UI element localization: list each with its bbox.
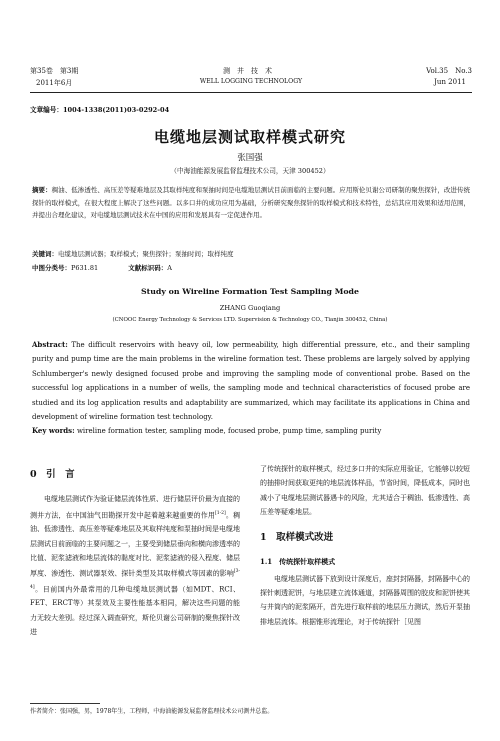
section-0-heading: 0 引 言 [30, 469, 75, 480]
keywords-text: 电缆地层测试器；取样模式；聚焦探针；泵抽时间；取样纯度 [58, 250, 234, 258]
english-title: Study on Wireline Formation Test Sampling Mode [141, 287, 359, 296]
class-label: 中图分类号： [32, 264, 71, 272]
volume-en: Vol.35 No.3 [426, 67, 472, 75]
abstract-label: 摘要： [32, 186, 52, 194]
volume-issue: 第35卷 第3期 [30, 67, 79, 75]
running-header [30, 66, 472, 94]
class-value: P631.81 [71, 264, 99, 272]
abstract-text: 稠油、低渗透性、高压差等疑难地层及其取样纯度和泵抽时间是电缆地层测试目前面临的主要问题。应用斯伦贝谢公司研制的聚焦探针，改进传统探针的取样模式，在很大程度上解决了这些问题。以多口井的成功应用为基础，分析研究聚焦探针的取样模式和技术特性，总结其应用效果和适用范围，并提出合理化建议，对电缆地层测试技术在中国的应用和发展具有一定促进作用。 [32, 186, 471, 220]
english-affiliation: (CNOOC Energy Technology & Services LTD. Supervision & Technology CO., Tianjin 300452, China) [112, 317, 388, 323]
section-1-1-heading: 1.1 传统探针取样模式 [260, 557, 336, 567]
english-abstract-label: Abstract: [32, 340, 68, 349]
intro-continued: 了传统探针的取样模式，经过多口井的实际应用验证，它能够以较短的抽排时间获取更纯的地层流体样品，节省时间，降低成本，同时也减小了电缆地层测试器遇卡的风险，尤其适合于稠油、低渗透性、高压差等疑难地层。 [260, 465, 470, 516]
intro-paragraph: 电缆地层测试作为验证储层流体性质、进行储层评价最为直接的测井方法，在中国油气田勘探开发中起着越来越重要的作用[1-2]。稠油、低渗透性、高压差等疑难地层及其取样纯度和泵抽时间是电缆地层测试目前面临的主要问题之一，主要受到储层垂向和横向渗透率的比值、泥浆滤液和地层流体的黏度对比、泥浆滤液的侵入程度、储层厚度、渗透性、测试器泵效、探针类型及其取样模式等因素的影响[3-4]。目前国内外最常用的几种电缆地层测试器（如MDT、RCI、FET、ERCT等）其泵效及主要性能基本相同，解决这些问题的能力无较大差别。经过深入调查研究，斯伦贝谢公司研制的聚焦探针改进 [30, 495, 241, 636]
english-abstract [32, 338, 470, 424]
section-1-1-paragraph: 电缆地层测试器下放到设计深度后，座封封隔器，封隔器中心的探针刺透泥饼，与地层建立流体通道，封隔器周围的胶皮和泥饼使其与井筒内的泥浆隔开，首先进行取样前的地层压力测试，然后开泵抽排地层流体。根据锥形流理论，对于传统探针［见图 [260, 574, 470, 626]
author-name: 张国强 [237, 153, 263, 163]
doc-code-value: A [167, 264, 172, 272]
citation-3-4: [3-4] [30, 569, 240, 590]
journal-name-en: WELL LOGGING TECHNOLOGY [199, 78, 303, 85]
citation-1-2: [1-2] [215, 510, 226, 516]
footnote-rule [30, 703, 100, 704]
date-en: Jun 2011 [434, 78, 466, 86]
english-author: ZHANG Guoqiang [219, 304, 281, 312]
doc-code-label: 文献标识码： [128, 264, 168, 272]
author-affiliation: （中海油能源发展监督监理技术公司，天津 300452） [170, 167, 330, 175]
english-keywords-label: Key words: [32, 426, 75, 435]
paper-title: 电缆地层测试取样模式研究 [153, 128, 346, 146]
classification [32, 262, 470, 275]
keywords-label: 关键词： [32, 250, 58, 258]
abstract-cn [32, 184, 470, 222]
section-1-heading: 1 取样模式改进 [260, 532, 334, 544]
left-column [30, 462, 240, 639]
english-abstract-text: The difficult reservoirs with heavy oil, low permeability, high differential pressure, etc., and their sampling purity and pump time are the main problems in the wireline formation test. These problems are largely solved by applying Schlumberger's newly designed focused probe and improving the sampling mode of conventional probe. Based on the successful log applications in a number of wells, the sampling mode and technical characteristics of focused probe are studied and its log application results and adaptability are summarized, which may facilitate its applications in China and development of wireline formation test technology. [32, 341, 470, 422]
journal-name-cn: 测井技术 [223, 67, 279, 75]
article-number: 文章编号：1004-1338(2011)03-0292-04 [30, 106, 170, 114]
english-keywords [32, 424, 470, 438]
english-keywords-text: wireline formation tester, sampling mode, focused probe, pump time, sampling purity [76, 427, 382, 435]
date-cn: 2011年6月 [36, 79, 73, 87]
header-rule [30, 92, 472, 93]
author-footnote: 作者简介：张国强，男，1978年生，工程师，中海油能源发展监督监理技术公司测井总监。 [30, 708, 274, 715]
keywords-cn [32, 248, 470, 261]
right-column [260, 462, 470, 629]
